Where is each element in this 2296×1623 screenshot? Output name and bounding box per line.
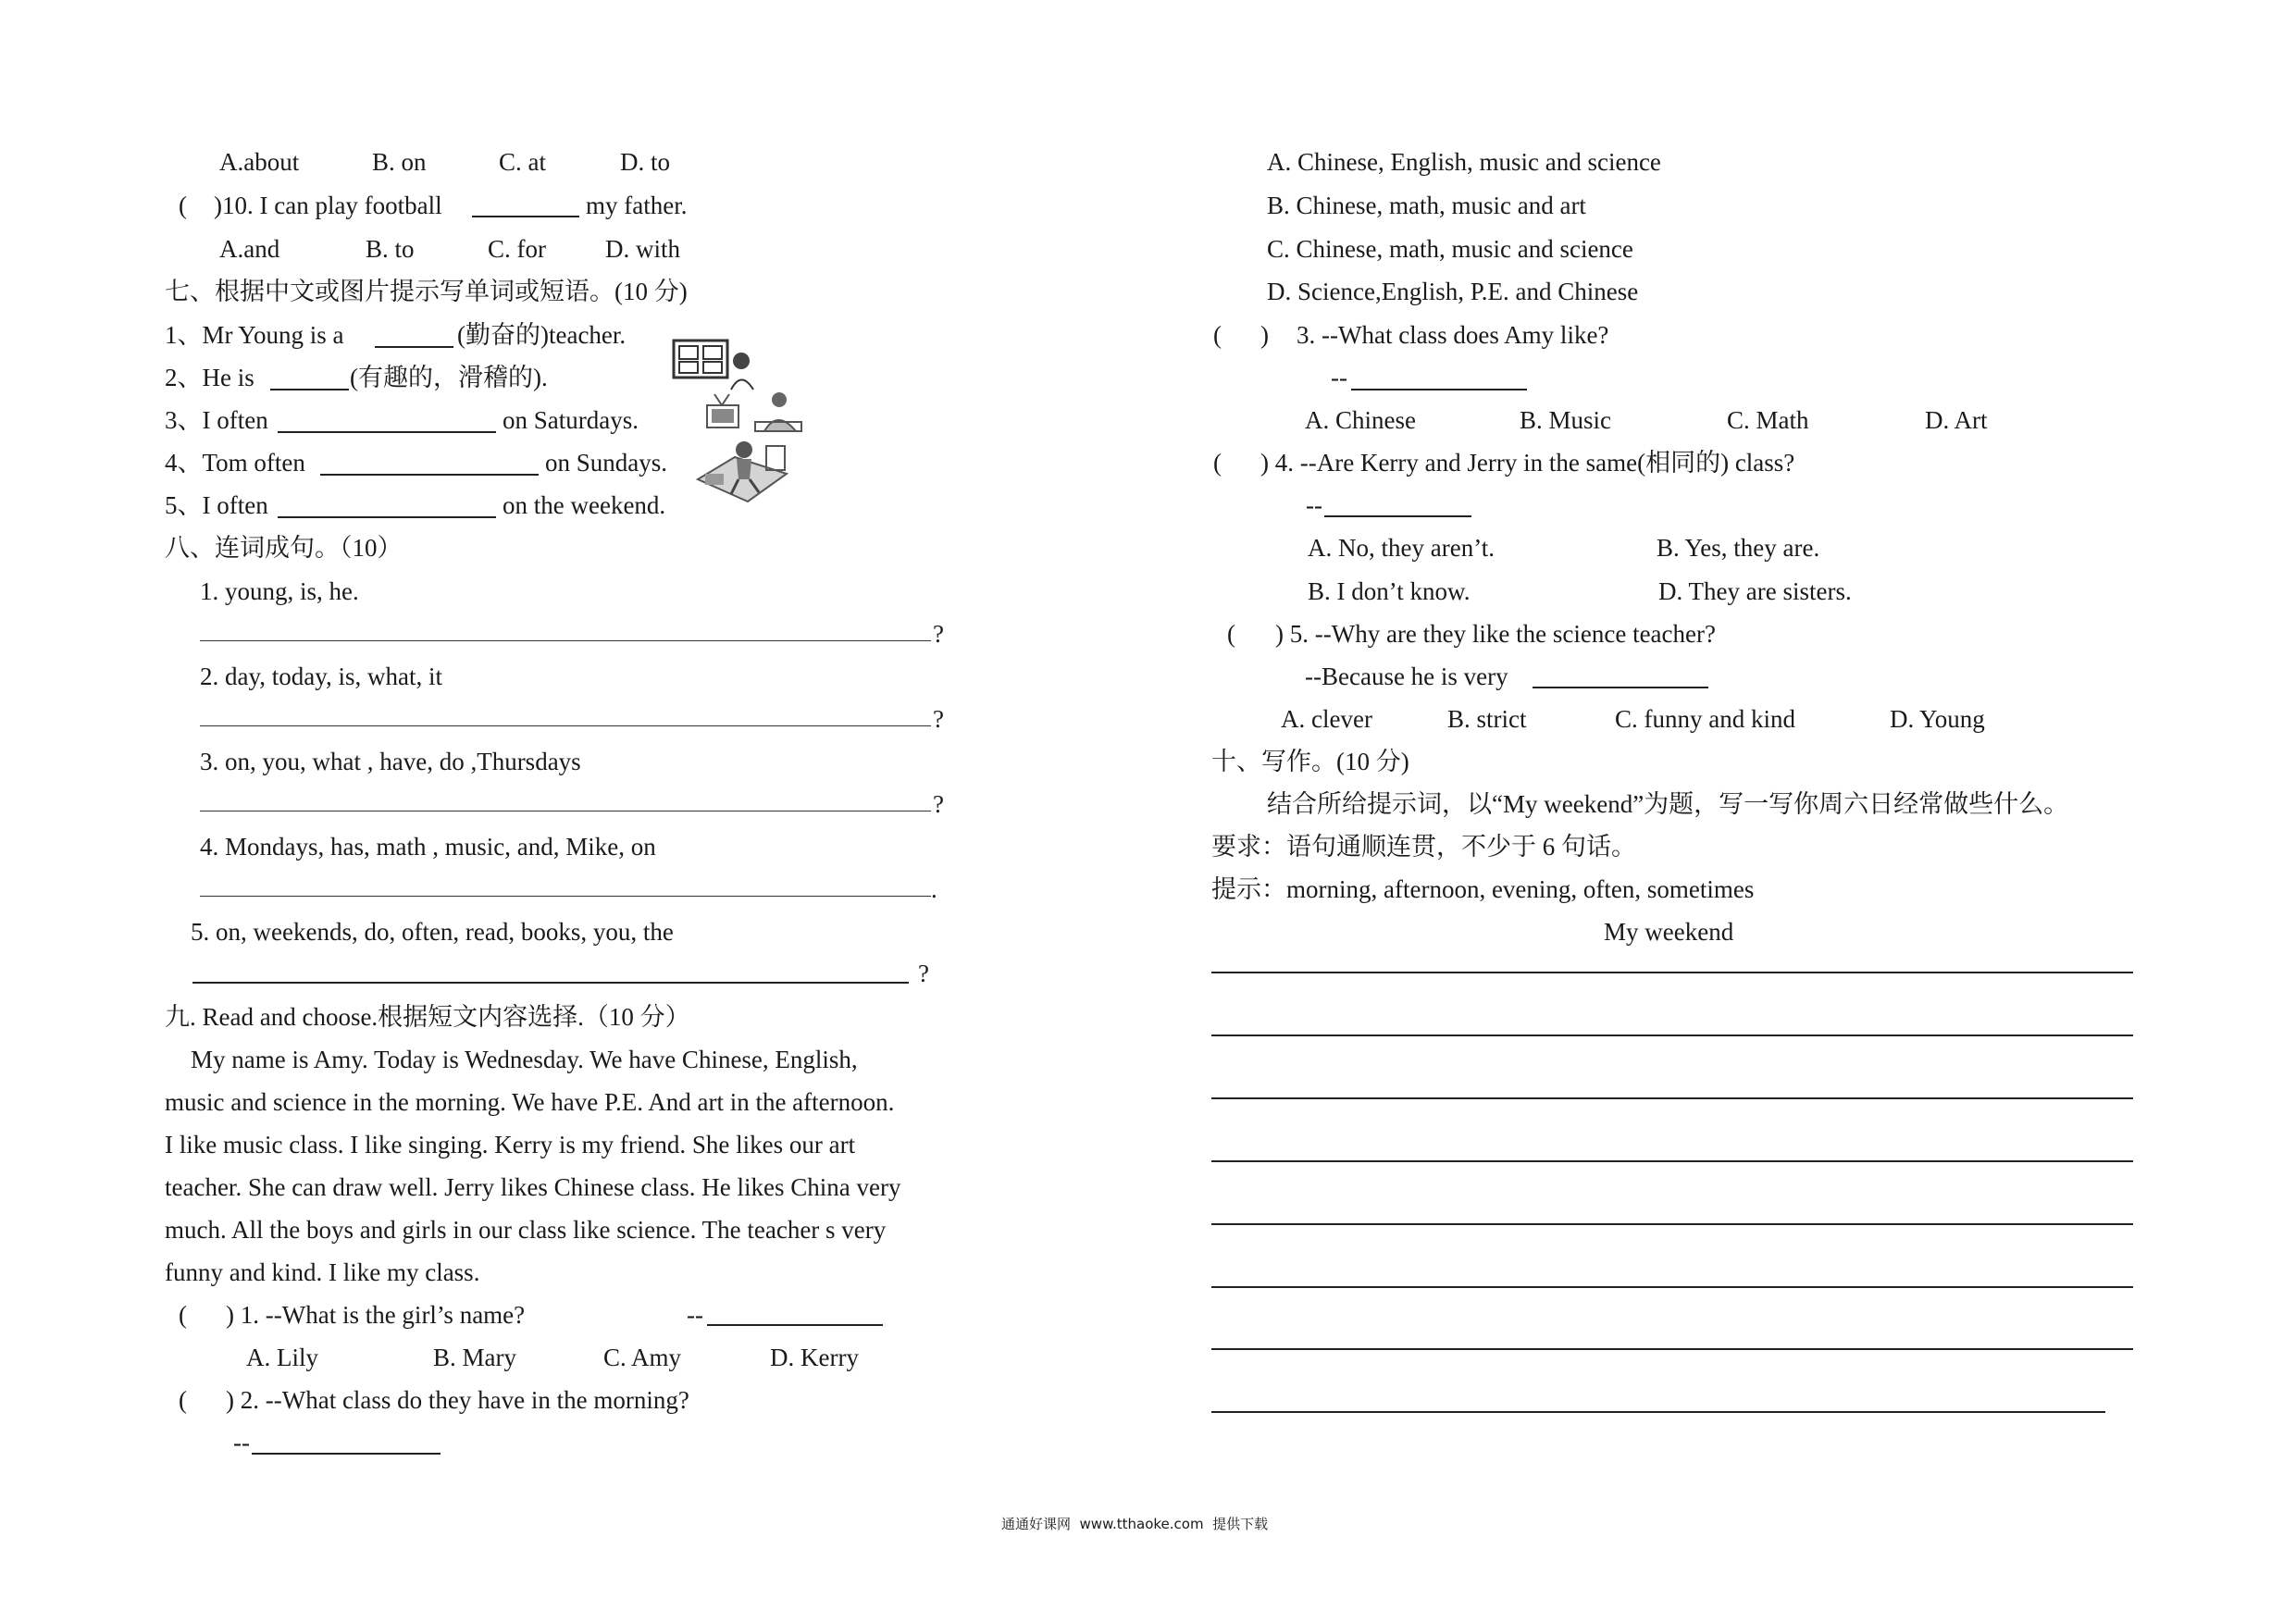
s8-item-3-words: 3. on, you, what , have, do ,Thursdays (200, 748, 581, 775)
s8-item-2-answer-line[interactable] (200, 725, 931, 726)
s8-item-2-words: 2. day, today, is, what, it (200, 663, 442, 690)
s9-q2-question: ) 2. --What class do they have in the morning? (226, 1386, 689, 1414)
s7-item-3-pre: 3、I often (165, 406, 268, 434)
s9-q4-option-b2: B. I don’t know. (1308, 577, 1471, 605)
s9-q2-option-a: A. Chinese, English, music and science (1267, 148, 1661, 176)
s7-item-1-pre: 1、Mr Young is a (165, 321, 344, 349)
s9-q5-option-d: D. Young (1890, 705, 1985, 733)
passage-line-3: I like music class. I like singing. Kerry is my friend. She likes our art (165, 1131, 856, 1158)
s9-q3-option-c: C. Math (1727, 406, 1809, 434)
q10-tail: my father. (586, 192, 688, 219)
s8-item-5-words: 5. on, weekends, do, often, read, books, you, the (191, 918, 674, 946)
s7-item-5-post: on the weekend. (503, 491, 666, 519)
s7-item-2-pre: 2、He is (165, 364, 254, 391)
q10-question: )10. I can play football (214, 192, 442, 219)
section-7-title: 七、根据中文或图片提示写单词或短语。(10 分) (165, 278, 688, 305)
writing-prompt: 结合所给提示词，以“My weekend”为题，写一写你周六日经常做些什么。 (1267, 790, 2069, 818)
s7-item-1-blank[interactable] (375, 346, 453, 348)
s7-item-3-post: on Saturdays. (503, 406, 639, 434)
s9-q5-option-a: A. clever (1281, 705, 1372, 733)
q9-option-d: D. to (620, 148, 670, 176)
s9-q3-question: 3. --What class does Amy like? (1297, 321, 1609, 349)
s7-item-5-blank[interactable] (278, 516, 496, 518)
passage-line-2: music and science in the morning. We have P.E. And art in the afternoon. (165, 1088, 895, 1116)
section-8-title: 八、连词成句。（10） (165, 534, 403, 562)
s8-item-3-answer-line[interactable] (200, 811, 931, 812)
writing-line-4[interactable] (1211, 1160, 2133, 1162)
passage-line-1: My name is Amy. Today is Wednesday. We have Chinese, English, (191, 1046, 858, 1073)
s9-q1-option-d: D. Kerry (770, 1344, 859, 1371)
s7-item-4-pre: 4、Tom often (165, 449, 305, 477)
s9-q3-dash: -- (1331, 364, 1347, 391)
section-10-title: 十、写作。(10 分) (1211, 748, 1409, 775)
s7-item-2-blank[interactable] (270, 389, 349, 390)
q9-option-c: C. at (499, 148, 546, 176)
s9-q3-blank[interactable] (1351, 389, 1527, 390)
s8-item-5-end: ? (918, 960, 929, 987)
s9-q2-option-b: B. Chinese, math, music and art (1267, 192, 1586, 219)
watching-tv-picture (703, 389, 805, 433)
s9-q1-blank[interactable] (707, 1324, 883, 1326)
s7-item-4-post: on Sundays. (545, 449, 668, 477)
s9-q4-paren: ( (1213, 449, 1222, 477)
s8-item-1-end: ? (933, 620, 944, 648)
s9-q5-answer: --Because he is very (1305, 663, 1508, 690)
passage-line-6: funny and kind. I like my class. (165, 1258, 480, 1286)
q9-option-a: A.about (219, 148, 300, 176)
s9-q1-option-b: B. Mary (433, 1344, 516, 1371)
passage-line-5: much. All the boys and girls in our class like science. The teacher s very (165, 1216, 887, 1244)
q10-blank[interactable] (472, 216, 579, 217)
q10-paren: ( (179, 192, 187, 219)
s9-q5-option-b: B. strict (1447, 705, 1527, 733)
s9-q5-question: ) 5. --Why are they like the science teacher? (1275, 620, 1716, 648)
writing-requirement: 要求：语句通顺连贯，不少于 6 句话。 (1211, 833, 1636, 861)
s9-q5-paren: ( (1227, 620, 1235, 648)
s9-q3-paren-close: ) (1260, 321, 1269, 349)
passage-line-4: teacher. She can draw well. Jerry likes Chinese class. He likes China very (165, 1173, 901, 1201)
s7-item-5-pre: 5、I often (165, 491, 268, 519)
writing-line-3[interactable] (1211, 1097, 2133, 1099)
s8-item-2-end: ? (933, 705, 944, 733)
s8-item-4-end: . (931, 875, 937, 903)
s9-q5-option-c: C. funny and kind (1615, 705, 1795, 733)
s9-q4-option-b: B. Yes, they are. (1657, 534, 1820, 562)
s9-q2-dash: -- (233, 1429, 250, 1456)
writing-line-8[interactable] (1211, 1411, 2105, 1413)
s9-q4-question: ) 4. --Are Kerry and Jerry in the same(相同的) class? (1260, 449, 1795, 477)
s9-q4-option-d: D. They are sisters. (1658, 577, 1852, 605)
writing-line-6[interactable] (1211, 1286, 2133, 1288)
s9-q1-dash: -- (687, 1301, 703, 1329)
s8-item-1-answer-line[interactable] (200, 640, 931, 641)
s7-item-2-post: (有趣的，滑稽的). (350, 364, 548, 391)
s9-q2-option-c: C. Chinese, math, music and science (1267, 235, 1633, 263)
s9-q4-option-a: A. No, they aren’t. (1308, 534, 1495, 562)
s8-item-4-answer-line[interactable] (200, 896, 931, 897)
q9-option-b: B. on (372, 148, 427, 176)
writing-line-7[interactable] (1211, 1348, 2133, 1350)
q10-option-b: B. to (366, 235, 415, 263)
s9-q5-blank[interactable] (1533, 687, 1708, 688)
s9-q1-paren: ( (179, 1301, 187, 1329)
s8-item-3-end: ? (933, 790, 944, 818)
blackboard-teacher-picture (672, 339, 755, 390)
s9-q1-option-a: A. Lily (246, 1344, 318, 1371)
writing-line-5[interactable] (1211, 1223, 2133, 1225)
q10-option-d: D. with (605, 235, 680, 263)
s9-q4-dash: -- (1306, 491, 1322, 519)
s9-q2-paren: ( (179, 1386, 187, 1414)
q10-option-c: C. for (488, 235, 546, 263)
s9-q3-option-a: A. Chinese (1305, 406, 1416, 434)
s9-q4-blank[interactable] (1324, 515, 1471, 517)
s8-item-4-words: 4. Mondays, has, math , music, and, Mike, on (200, 833, 656, 861)
s7-item-1-post: (勤奋的)teacher. (457, 321, 627, 349)
s9-q1-question: ) 1. --What is the girl’s name? (226, 1301, 526, 1329)
essay-title: My weekend (1604, 918, 1734, 946)
s9-q2-option-d: D. Science,English, P.E. and Chinese (1267, 278, 1639, 305)
section-9-title: 九. Read and choose.根据短文内容选择.（10 分） (165, 1003, 690, 1031)
s8-item-5-answer-line[interactable] (192, 982, 909, 984)
s9-q3-option-b: B. Music (1520, 406, 1612, 434)
s9-q2-blank[interactable] (252, 1453, 441, 1455)
writing-hint: 提示：morning, afternoon, evening, often, sometimes (1211, 875, 1755, 903)
writing-line-1[interactable] (1211, 972, 2133, 973)
s7-item-4-blank[interactable] (320, 474, 539, 476)
s8-item-1-words: 1. young, is, he. (200, 577, 359, 605)
s9-q3-option-d: D. Art (1925, 406, 1988, 434)
s7-item-3-blank[interactable] (278, 431, 496, 433)
cleaning-room-picture (690, 437, 794, 507)
s9-q3-paren-open: ( (1213, 321, 1222, 349)
q10-option-a: A.and (219, 235, 280, 263)
s9-q1-option-c: C. Amy (603, 1344, 682, 1371)
footer-credit: 通通好课网 www.tthaoke.com 提供下载 (1001, 1516, 1269, 1532)
writing-line-2[interactable] (1211, 1035, 2133, 1036)
